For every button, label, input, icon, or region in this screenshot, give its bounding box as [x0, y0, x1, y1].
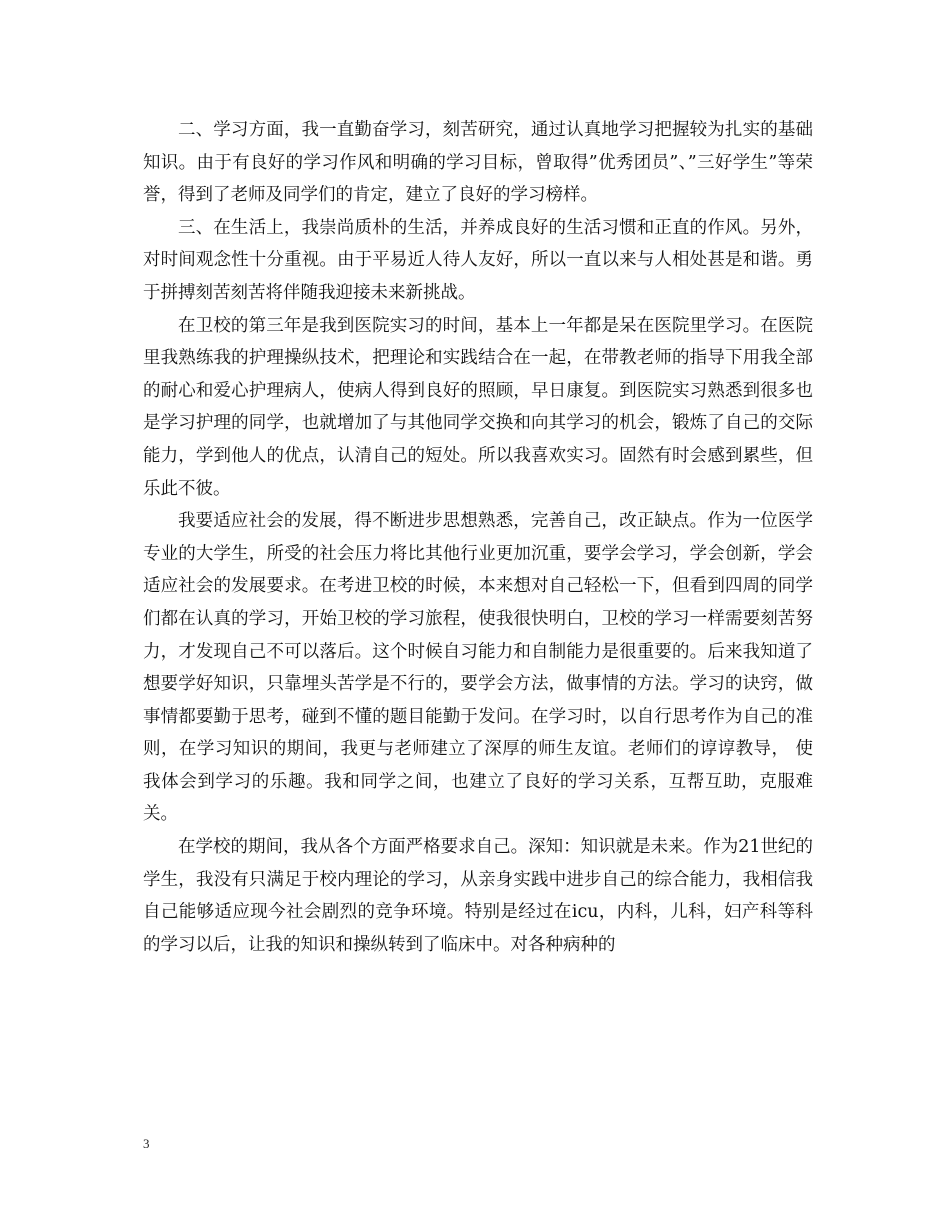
paragraph-school-period: 在学校的期间，我从各个方面严格要求自己。深知：知识就是未来。作为21世纪的学生，我没有只满足于校内理论的学习，从亲身实践中进步自己的综合能力，我相信我自己能够适应现今社会剧烈的竞争环境。特别是经过在icu，内科，儿科，妇产科等科的学习以后，让我的知识和操纵转到了临床中。对各种病种的	[143, 837, 813, 955]
paragraph-study: 二、学习方面，我一直勤奋学习，刻苦研究，通过认真地学习把握较为扎实的基础知识。由于有良好的学习作风和明确的学习目标，曾取得”优秀团员”、”三好学生”等荣誉，得到了老师及同学们的肯定，建立了良好的学习榜样。	[143, 120, 813, 206]
paragraph-internship: 在卫校的第三年是我到医院实习的时间，基本上一年都是呆在医院里学习。在医院里我熟练我的护理操纵技术，把理论和实践结合在一起，在带教老师的指导下用我全部的耐心和爱心护理病人，使病人得到良好的照顾，早日康复。到医院实习熟悉到很多也是学习护理的同学，也就增加了与其他同学交换和向其学习的机会，锻炼了自己的交际能力，学到他人的优点，认清自己的短处。所以我喜欢实习。固然有时会感到累些，但乐此不彼。	[143, 315, 813, 499]
page-number: 3	[143, 1136, 150, 1151]
paragraph-life: 三、在生活上，我崇尚质朴的生活，并养成良好的生活习惯和正直的作风。另外，对时间观念性十分重视。由于平易近人待人友好，所以一直以来与人相处甚是和谐。勇于拼搏刻苦刻苦将伴随我迎接未来新挑战。	[143, 217, 813, 303]
body-text	[143, 114, 813, 961]
paragraph-self-improvement: 我要适应社会的发展，得不断进步思想熟悉，完善自己，改正缺点。作为一位医学专业的大学生，所受的社会压力将比其他行业更加沉重，要学会学习，学会创新，学会适应社会的发展要求。在考进卫校的时候，本来想对自己轻松一下，但看到四周的同学们都在认真的学习，开始卫校的学习旅程，使我很快明白，卫校的学习一样需要刻苦努力，才发现自己不可以落后。这个时候自习能力和自制能力是很重要的。后来我知道了想要学好知识，只靠埋头苦学是不行的，要学会方法，做事情的方法。学习的诀窍，做事情都要勤于思考，碰到不懂的题目能勤于发问。在学习时，以自行思考作为自己的准则，在学习知识的期间，我更与老师建立了深厚的师生友谊。老师们的谆谆教导， 使我体会到学习的乐趣。我和同学之间，也建立了良好的学习关系，互帮互助，克服难关。	[143, 511, 813, 825]
